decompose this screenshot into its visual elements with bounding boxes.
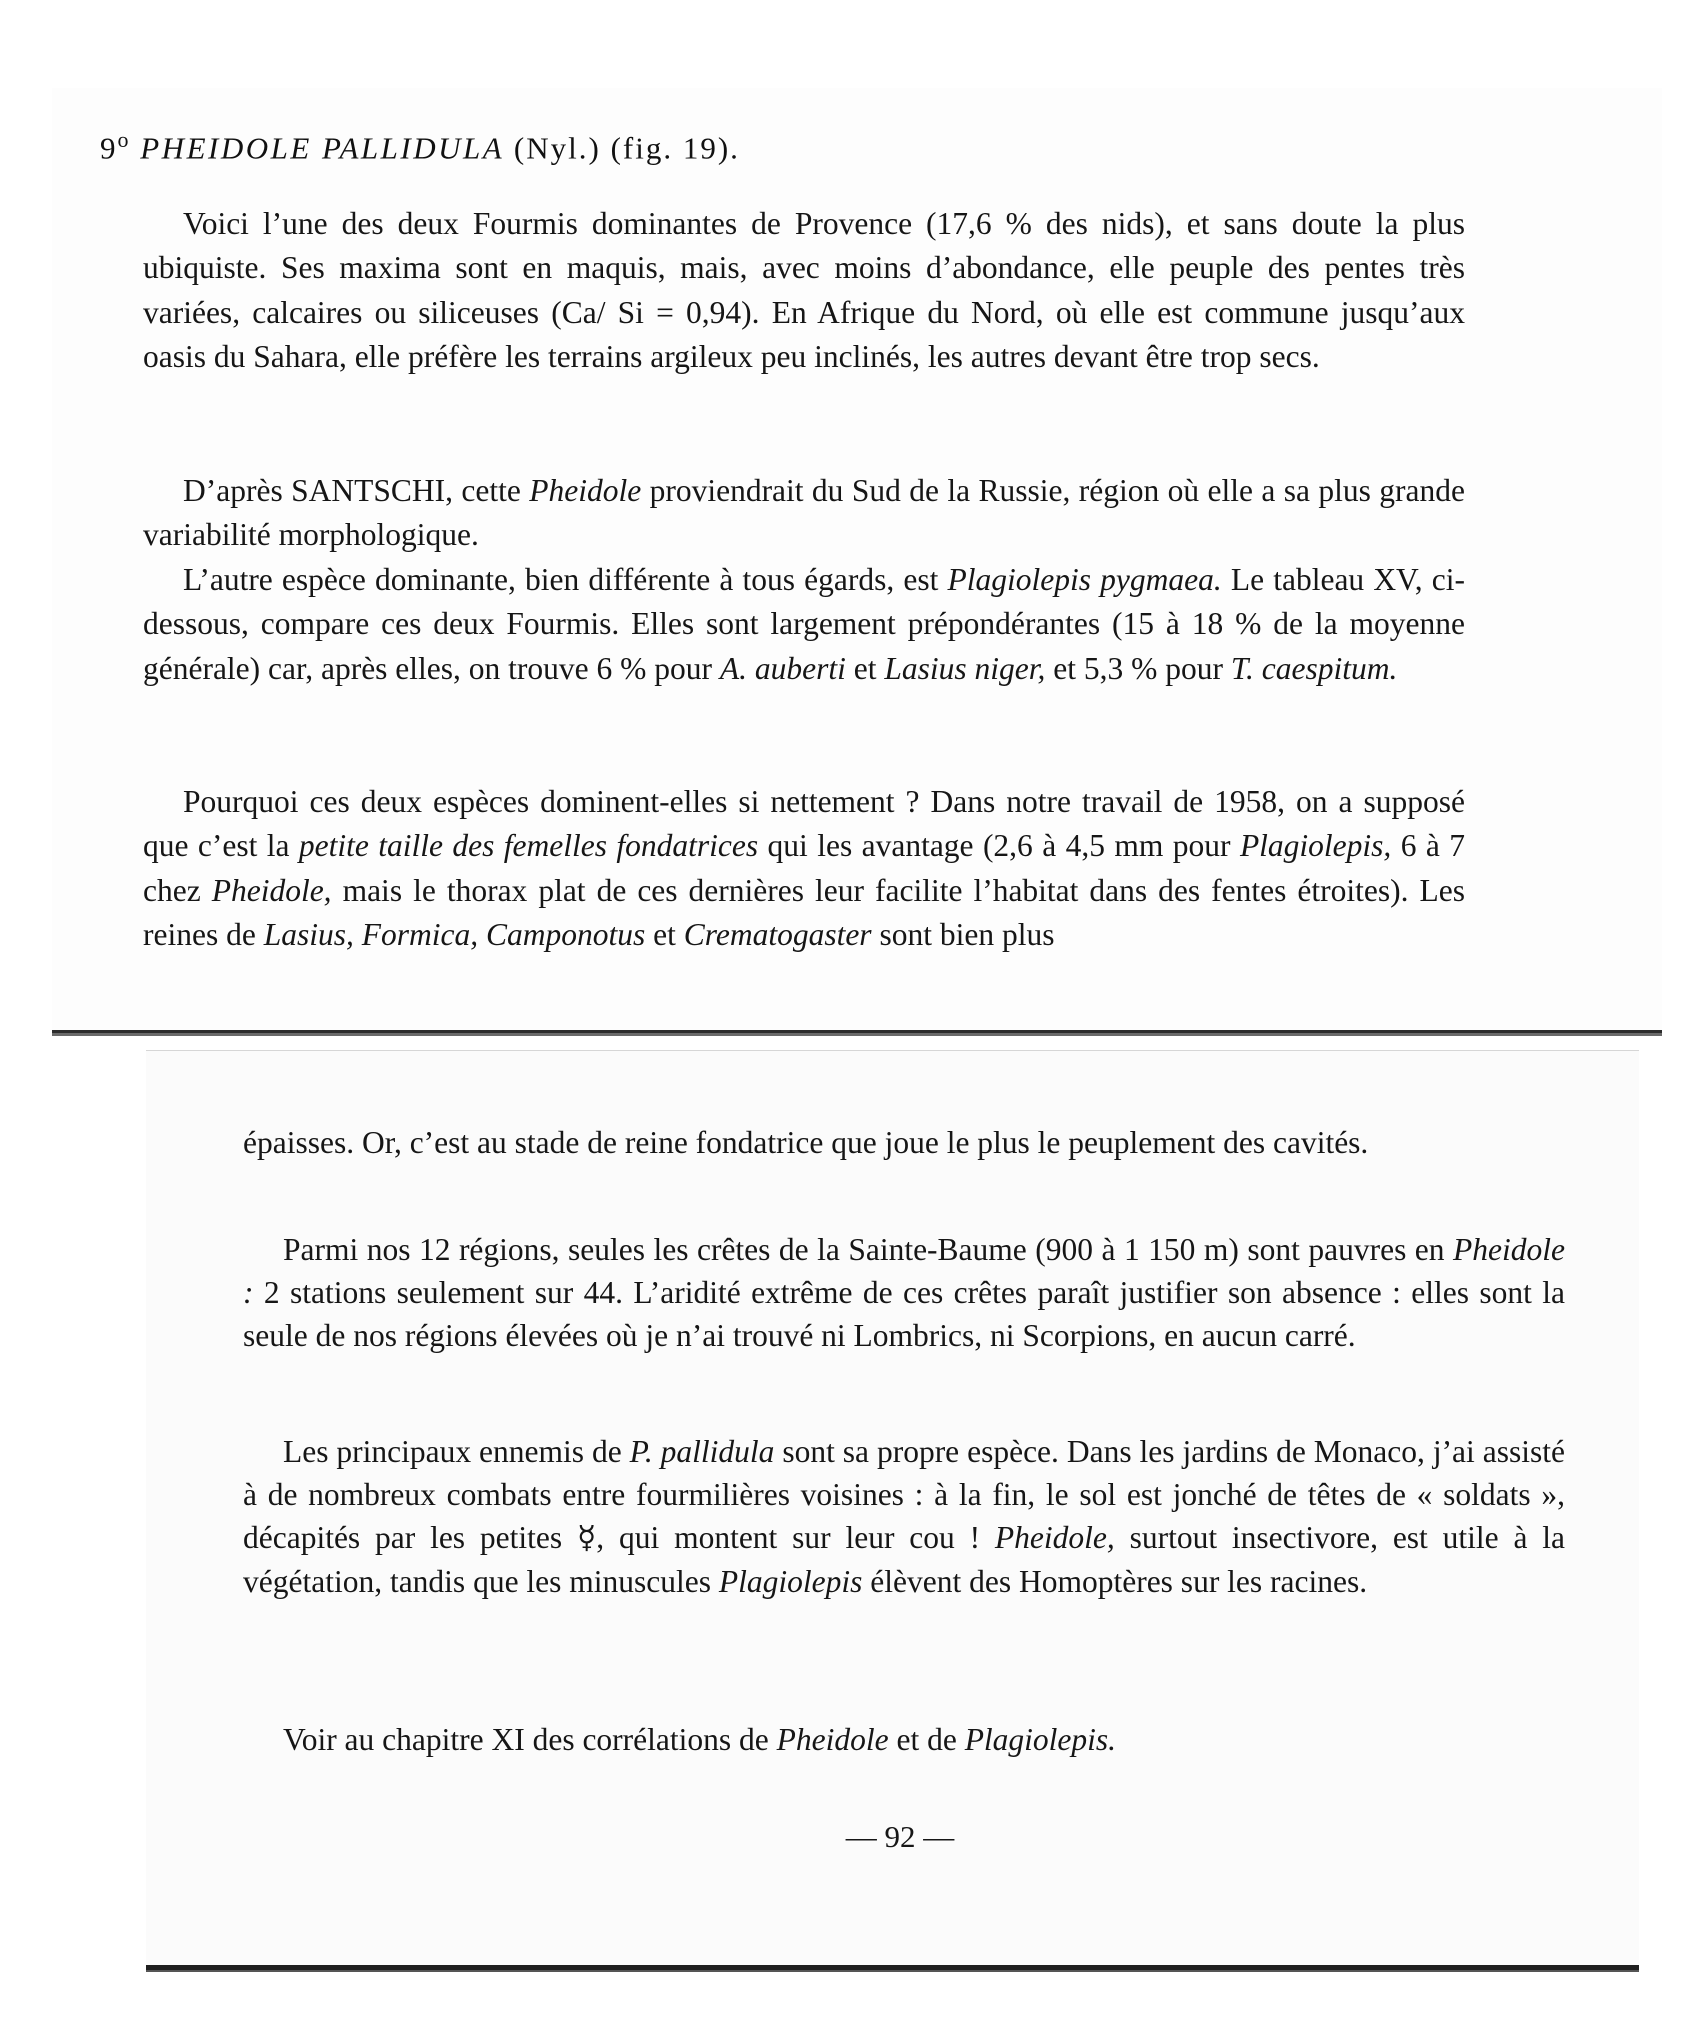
paragraph-4-italic-4: Lasius, Formica, Camponotus bbox=[263, 917, 646, 953]
paragraph-8-text-a: Voir au chapitre XI des corrélations de bbox=[283, 1722, 777, 1757]
paragraph-7-text-b: sont sa propre espèce. Dans les jardins de Monaco, j’ai assisté à de nombreux combats entre fourmilières voisines : à la fin, le sol est jonché de têtes de « soldats », décapités par les petites ☿, qui montent sur leur cou ! bbox=[243, 1434, 1565, 1556]
paragraph-3-italic-1: Plagiolepis pygmaea. bbox=[947, 562, 1222, 597]
paragraph-3-italic-4: T. caespitum. bbox=[1230, 650, 1398, 686]
paragraph-3-italic-3: Lasius niger, bbox=[884, 650, 1046, 686]
paragraph-4-text-b: qui les avantage (2,6 à 4,5 mm pour bbox=[758, 828, 1240, 864]
paragraph-4-italic-3: Pheidole, bbox=[211, 872, 332, 908]
paragraph-3-text-c: et bbox=[845, 650, 885, 686]
heading-author: (Nyl.) bbox=[513, 130, 601, 166]
paragraph-7-text-a: Les principaux ennemis de bbox=[283, 1434, 630, 1469]
paragraph-4-text-a: Pourquoi ces deux espèces dominent-elles si nettement ? Dans notre travail de 1958, on a supposé que c’est la bbox=[143, 784, 1465, 864]
paragraph-5-text: épaisses. Or, c’est au stade de reine fondatrice que joue le plus le peuplement des cavités. bbox=[243, 1125, 1369, 1160]
page-number: — 92 — bbox=[845, 1819, 955, 1854]
paragraph-6 bbox=[243, 1228, 1565, 1358]
paragraph-7-italic-2: Pheidole, bbox=[994, 1520, 1115, 1556]
heading-figure-ref: (fig. 19). bbox=[610, 130, 740, 166]
paragraph-1 bbox=[143, 202, 1465, 380]
paragraph-3-text-a: L’autre espèce dominante, bien différente à tous égards, est bbox=[183, 562, 948, 597]
paragraph-4-italic-1: petite taille des femelles fondatrices bbox=[298, 828, 759, 864]
paragraph-7-italic-3: Plagiolepis bbox=[718, 1563, 863, 1599]
paragraph-4-text-c: 6 à 7 chez bbox=[143, 828, 1466, 908]
paragraph-6-text-b: 2 stations seulement sur 44. L’aridité extrême de ces crêtes paraît justifier son absence : elles sont la seule de nos régions élevées où je n’ai trouvé ni Lombrics, ni Scorpions, en aucun carré. bbox=[243, 1275, 1565, 1354]
paragraph-7-text-d: élèvent des Homoptères sur les racines. bbox=[862, 1563, 1368, 1599]
paragraph-1-text: Voici l’une des deux Fourmis dominantes de Provence (17,6 % des nids), et sans doute la plus ubiquiste. Ses maxima sont en maquis, mais, avec moins d’abondance, elle peuple des pentes très variées, calcaires ou siliceuses (Ca/ Si = 0,94). En Afrique du Nord, où elle est commune jusqu’aux oasis du Sahara, elle préfère les terrains argileux peu inclinés, les autres devant être trop secs. bbox=[143, 206, 1465, 375]
paragraph-6-text-a: Parmi nos 12 régions, seules les crêtes de la Sainte-Baume (900 à 1 150 m) sont pauvres en bbox=[283, 1232, 1454, 1267]
paragraph-3-text-b: Le tableau XV, ci-dessous, compare ces deux Fourmis. Elles sont largement prépondérantes (15 à 18 % de la moyenne générale) car, après elles, on trouve 6 % pour bbox=[143, 562, 1465, 686]
paragraph-4-italic-5: Crematogaster bbox=[683, 917, 872, 953]
paragraph-4-italic-2: Plagiolepis, bbox=[1239, 828, 1392, 864]
paragraph-3-italic-2: A. auberti bbox=[719, 650, 846, 686]
paragraph-6-italic-1: Pheidole : bbox=[243, 1232, 1565, 1311]
heading-degree: o bbox=[117, 127, 131, 152]
paragraph-7-italic-1: P. pallidula bbox=[629, 1434, 775, 1469]
paragraph-7-text-c: surtout insectivore, est utile à la végétation, tandis que les minuscules bbox=[243, 1520, 1566, 1599]
paragraph-4-text-f: sont bien plus bbox=[871, 917, 1055, 953]
paragraph-3 bbox=[143, 558, 1465, 691]
paragraph-2-text-a: D’après SANTSCHI, cette bbox=[183, 473, 530, 508]
paragraph-3-text-d: et 5,3 % pour bbox=[1045, 650, 1231, 686]
section-heading bbox=[100, 120, 1600, 168]
paragraph-5 bbox=[243, 1121, 1565, 1164]
paragraph-8-text-b: et de bbox=[888, 1722, 965, 1757]
paragraph-7 bbox=[243, 1430, 1565, 1603]
paragraph-4 bbox=[143, 780, 1465, 958]
heading-species: PHEIDOLE PALLIDULA bbox=[140, 130, 505, 166]
paragraph-2-italic: Pheidole bbox=[529, 473, 642, 508]
paragraph-8 bbox=[243, 1718, 1565, 1761]
paragraph-4-text-e: et bbox=[645, 917, 684, 953]
paragraph-2 bbox=[143, 469, 1465, 558]
paragraph-8-italic-2: Plagiolepis. bbox=[964, 1722, 1117, 1757]
paragraph-8-italic-1: Pheidole bbox=[776, 1722, 889, 1757]
heading-number: 9 bbox=[100, 130, 118, 166]
paragraph-4-text-d: mais le thorax plat de ces dernières leur facilite l’habitat dans des fentes étroites). Les reines de bbox=[143, 872, 1465, 953]
paragraph-2-text-b: proviendrait du Sud de la Russie, région où elle a sa plus grande variabilité morphologique. bbox=[143, 473, 1466, 553]
